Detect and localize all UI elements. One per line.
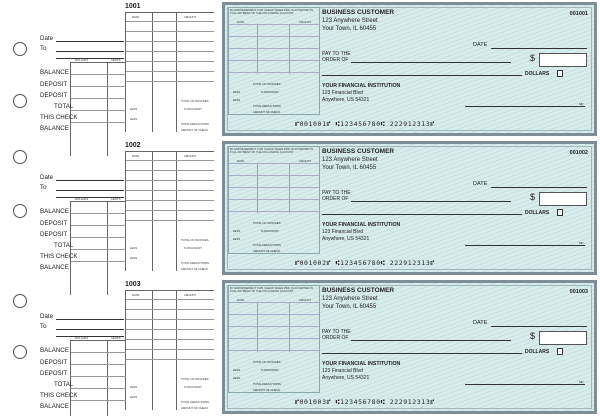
- stub-to-line[interactable]: [56, 329, 124, 330]
- stub-date-label: Date: [40, 35, 54, 42]
- stub-date-line[interactable]: [56, 319, 124, 320]
- payee-line[interactable]: [351, 340, 511, 341]
- voucher-amount-col: AMOUNT: [299, 159, 312, 163]
- stub-date-col: DATE: [132, 15, 140, 19]
- stub-to-line[interactable]: [56, 190, 124, 191]
- voucher-date-col: DATE: [237, 298, 245, 302]
- dollars-label: DOLLARS: [525, 210, 550, 216]
- security-lock-icon: [557, 348, 563, 355]
- signature-line[interactable]: [465, 106, 585, 107]
- check-number: 001002: [569, 150, 588, 156]
- check-voucher: [228, 7, 320, 115]
- stub-cents-col: CENTS: [111, 58, 121, 62]
- stub-total-label: TOTAL: [54, 103, 74, 110]
- dollar-sign: $: [530, 192, 536, 202]
- voucher-less-2: LESS: [233, 376, 241, 380]
- check: BY ENDORSEMENT THIS CHECK WHEN PAID IS ACCEPTED IN FULL PAYMENT OF THE FOLLOWING ACCOUNT DATE AMOUNT TOTAL OF INVOICES LESS % DISCOUNT LESS TOTAL DEDUCTIONS AMOUNT OF CHECK BUSINESS CUSTOMER 123 Anywhere Street Your Town, IL 60455 001002 DATE PAY TO THE ORDER OF $ DOLLARS YOUR FINANCIAL INSTITUTION 123 Financial Blvd Anywhere, US 54321 MP ⑈001002⑈ ⑆123456780⑆ 222912313⑈: [222, 141, 597, 275]
- stub-discount: % DISCOUNT: [184, 385, 202, 389]
- security-lock-icon: [557, 70, 563, 77]
- stub-to-label: To: [40, 323, 47, 330]
- voucher-date-col: DATE: [237, 20, 245, 24]
- punch-hole: [13, 150, 27, 164]
- stub-total-label: TOTAL: [54, 381, 74, 388]
- stub-amount-of-check: AMOUNT OF CHECK: [181, 267, 209, 271]
- bank-name: YOUR FINANCIAL INSTITUTION: [322, 361, 401, 367]
- voucher-discount: % DISCOUNT: [261, 368, 279, 372]
- stub-less-2: LESS: [130, 395, 138, 399]
- business-name: BUSINESS CUSTOMER: [322, 9, 395, 16]
- stub-less-2: LESS: [130, 256, 138, 260]
- stub-invoice-grid: [125, 12, 214, 132]
- stub-total-deductions: TOTAL DEDUCTIONS: [181, 261, 209, 265]
- stub-total-deductions: TOTAL DEDUCTIONS: [181, 400, 209, 404]
- voucher-amount-col: AMOUNT: [299, 298, 312, 302]
- check-voucher: [228, 285, 320, 393]
- bank-name: YOUR FINANCIAL INSTITUTION: [322, 83, 401, 89]
- stub-dollars-col: DOLLARS: [75, 58, 89, 62]
- voucher-amount-of-check: AMOUNT OF CHECK: [253, 388, 281, 392]
- check: BY ENDORSEMENT THIS CHECK WHEN PAID IS ACCEPTED IN FULL PAYMENT OF THE FOLLOWING ACCOUNT DATE AMOUNT TOTAL OF INVOICES LESS % DISCOUNT LESS TOTAL DEDUCTIONS AMOUNT OF CHECK BUSINESS CUSTOMER 123 Anywhere Street Your Town, IL 60455 001003 DATE PAY TO THE ORDER OF $ DOLLARS YOUR FINANCIAL INSTITUTION 123 Financial Blvd Anywhere, US 54321 MP ⑈001003⑈ ⑆123456780⑆ 222912313⑈: [222, 280, 597, 414]
- stub-date-label: Date: [40, 174, 54, 181]
- stub-dollars-col: DOLLARS: [75, 197, 89, 201]
- dollars-label: DOLLARS: [525, 349, 550, 355]
- stub-amount-col: AMOUNT: [184, 293, 197, 297]
- voucher-total-invoices: TOTAL OF INVOICES: [253, 360, 281, 364]
- business-name: BUSINESS CUSTOMER: [322, 287, 395, 294]
- check-number: 001001: [569, 11, 588, 17]
- stub-less: LESS: [130, 246, 138, 250]
- punch-hole: [13, 204, 27, 218]
- stub-total-invoices: TOTAL OF INVOICES: [181, 377, 209, 381]
- check-date-line[interactable]: [491, 48, 587, 49]
- check-number: 001003: [569, 289, 588, 295]
- dollars-label: DOLLARS: [525, 71, 550, 77]
- voucher-amount-of-check: AMOUNT OF CHECK: [253, 249, 281, 253]
- stub-total-deductions: TOTAL DEDUCTIONS: [181, 122, 209, 126]
- voucher-discount: % DISCOUNT: [261, 229, 279, 233]
- endorsement-text: BY ENDORSEMENT THIS CHECK WHEN PAID IS ACCEPTED IN FULL PAYMENT OF THE FOLLOWING ACCOUNT: [230, 8, 314, 16]
- stub-balance-label-2: BALANCE: [40, 125, 69, 132]
- check-date-label: DATE: [473, 181, 488, 187]
- voucher-amount-col: AMOUNT: [299, 20, 312, 24]
- stub-balance-label: BALANCE: [40, 69, 69, 76]
- bank-address-line2: Anywhere, US 54321: [322, 375, 370, 381]
- bank-address-line2: Anywhere, US 54321: [322, 97, 370, 103]
- stub-date-col: DATE: [132, 154, 140, 158]
- stub-date-col: DATE: [132, 293, 140, 297]
- voucher-less-2: LESS: [233, 98, 241, 102]
- stub-date-label: Date: [40, 313, 54, 320]
- stub-deposit-label-2: DEPOSIT: [40, 92, 68, 99]
- business-address-line2: Your Town, IL 60455: [322, 165, 377, 171]
- check-date-label: DATE: [473, 320, 488, 326]
- mp-mark: MP: [579, 241, 584, 245]
- voucher-discount: % DISCOUNT: [261, 90, 279, 94]
- bank-address-line2: Anywhere, US 54321: [322, 236, 370, 242]
- check-stub: [32, 278, 214, 414]
- punch-hole: [13, 294, 27, 308]
- stub-total-label: TOTAL: [54, 242, 74, 249]
- stub-number: 1002: [125, 142, 141, 149]
- stub-amount-col: AMOUNT: [184, 15, 197, 19]
- endorsement-text: BY ENDORSEMENT THIS CHECK WHEN PAID IS ACCEPTED IN FULL PAYMENT OF THE FOLLOWING ACCOUNT: [230, 286, 314, 294]
- stub-deposit-label-2: DEPOSIT: [40, 231, 68, 238]
- stub-number: 1003: [125, 281, 141, 288]
- business-address-line1: 123 Anywhere Street: [322, 157, 378, 163]
- stub-balance-label-2: BALANCE: [40, 264, 69, 271]
- stub-date-line[interactable]: [56, 180, 124, 181]
- voucher-total-deductions: TOTAL DEDUCTIONS: [253, 382, 281, 386]
- voucher-total-deductions: TOTAL DEDUCTIONS: [253, 243, 281, 247]
- stub-deposit-label: DEPOSIT: [40, 81, 68, 88]
- stub-less-2: LESS: [130, 117, 138, 121]
- business-address-line2: Your Town, IL 60455: [322, 26, 377, 32]
- bank-name: YOUR FINANCIAL INSTITUTION: [322, 222, 401, 228]
- stub-to-label: To: [40, 45, 47, 52]
- business-address-line2: Your Town, IL 60455: [322, 304, 377, 310]
- stub-balance-box: [70, 336, 126, 416]
- amount-box[interactable]: [539, 192, 587, 206]
- check-stub: [32, 0, 214, 136]
- amount-words-line[interactable]: [322, 214, 522, 215]
- stub-balance-label: BALANCE: [40, 347, 69, 354]
- check-voucher: [228, 146, 320, 254]
- stub-total-invoices: TOTAL OF INVOICES: [181, 238, 209, 242]
- endorsement-text: BY ENDORSEMENT THIS CHECK WHEN PAID IS ACCEPTED IN FULL PAYMENT OF THE FOLLOWING ACCOUNT: [230, 147, 314, 155]
- pay-to-label: PAY TO THE ORDER OF: [322, 190, 351, 202]
- voucher-less-2: LESS: [233, 237, 241, 241]
- punch-hole: [13, 345, 27, 359]
- stub-this-check-label: THIS CHECK: [40, 392, 78, 399]
- stub-this-check-label: THIS CHECK: [40, 114, 78, 121]
- dollar-sign: $: [530, 331, 536, 341]
- stub-amount-col: AMOUNT: [184, 154, 197, 158]
- voucher-less: LESS: [233, 368, 241, 372]
- signature-line[interactable]: [465, 245, 585, 246]
- punch-hole: [13, 94, 27, 108]
- voucher-less: LESS: [233, 229, 241, 233]
- punch-hole: [13, 42, 27, 56]
- stub-cents-col: CENTS: [111, 336, 121, 340]
- dollar-sign: $: [530, 53, 536, 63]
- stub-date-line[interactable]: [56, 41, 124, 42]
- stub-less: LESS: [130, 107, 138, 111]
- stub-total-invoices: TOTAL OF INVOICES: [181, 99, 209, 103]
- check-date-label: DATE: [473, 42, 488, 48]
- voucher-total-invoices: TOTAL OF INVOICES: [253, 82, 281, 86]
- check: BY ENDORSEMENT THIS CHECK WHEN PAID IS ACCEPTED IN FULL PAYMENT OF THE FOLLOWING ACCOUNT DATE AMOUNT TOTAL OF INVOICES LESS % DISCOUNT LESS TOTAL DEDUCTIONS AMOUNT OF CHECK BUSINESS CUSTOMER 123 Anywhere Street Your Town, IL 60455 001001 DATE PAY TO THE ORDER OF $ DOLLARS YOUR FINANCIAL INSTITUTION 123 Financial Blvd Anywhere, US 54321 MP ⑈001001⑈ ⑆123456780⑆ 222912313⑈: [222, 2, 597, 136]
- stub-discount: % DISCOUNT: [184, 246, 202, 250]
- bank-address-line1: 123 Financial Blvd: [322, 368, 363, 374]
- stub-invoice-grid: [125, 151, 214, 271]
- stub-this-check-label: THIS CHECK: [40, 253, 78, 260]
- voucher-amount-of-check: AMOUNT OF CHECK: [253, 110, 281, 114]
- stub-to-label: To: [40, 184, 47, 191]
- security-lock-icon: [557, 209, 563, 216]
- stub-amount-of-check: AMOUNT OF CHECK: [181, 128, 209, 132]
- stub-cents-col: CENTS: [111, 197, 121, 201]
- voucher-total-deductions: TOTAL DEDUCTIONS: [253, 104, 281, 108]
- payee-line[interactable]: [351, 201, 511, 202]
- stub-invoice-grid: [125, 290, 214, 410]
- stub-deposit-label-2: DEPOSIT: [40, 370, 68, 377]
- signature-line[interactable]: [465, 384, 585, 385]
- bank-address-line1: 123 Financial Blvd: [322, 90, 363, 96]
- stub-discount: % DISCOUNT: [184, 107, 202, 111]
- stub-to-line[interactable]: [56, 51, 124, 52]
- bank-address-line1: 123 Financial Blvd: [322, 229, 363, 235]
- payee-line[interactable]: [351, 62, 511, 63]
- stub-balance-label-2: BALANCE: [40, 403, 69, 410]
- stub-dollars-col: DOLLARS: [75, 336, 89, 340]
- mp-mark: MP: [579, 380, 584, 384]
- amount-words-line[interactable]: [322, 75, 522, 76]
- voucher-less: LESS: [233, 90, 241, 94]
- voucher-date-col: DATE: [237, 159, 245, 163]
- amount-box[interactable]: [539, 331, 587, 345]
- check-date-line[interactable]: [491, 187, 587, 188]
- stub-balance-label: BALANCE: [40, 208, 69, 215]
- check-stub: [32, 139, 214, 275]
- pay-to-label: PAY TO THE ORDER OF: [322, 329, 351, 341]
- check-date-line[interactable]: [491, 326, 587, 327]
- stub-deposit-label: DEPOSIT: [40, 220, 68, 227]
- stub-deposit-label: DEPOSIT: [40, 359, 68, 366]
- pay-to-label: PAY TO THE ORDER OF: [322, 51, 351, 63]
- amount-words-line[interactable]: [322, 353, 522, 354]
- business-address-line1: 123 Anywhere Street: [322, 296, 378, 302]
- business-name: BUSINESS CUSTOMER: [322, 148, 395, 155]
- voucher-total-invoices: TOTAL OF INVOICES: [253, 221, 281, 225]
- business-address-line1: 123 Anywhere Street: [322, 18, 378, 24]
- stub-number: 1001: [125, 3, 141, 10]
- stub-less: LESS: [130, 385, 138, 389]
- stub-amount-of-check: AMOUNT OF CHECK: [181, 406, 209, 410]
- amount-box[interactable]: [539, 53, 587, 67]
- mp-mark: MP: [579, 102, 584, 106]
